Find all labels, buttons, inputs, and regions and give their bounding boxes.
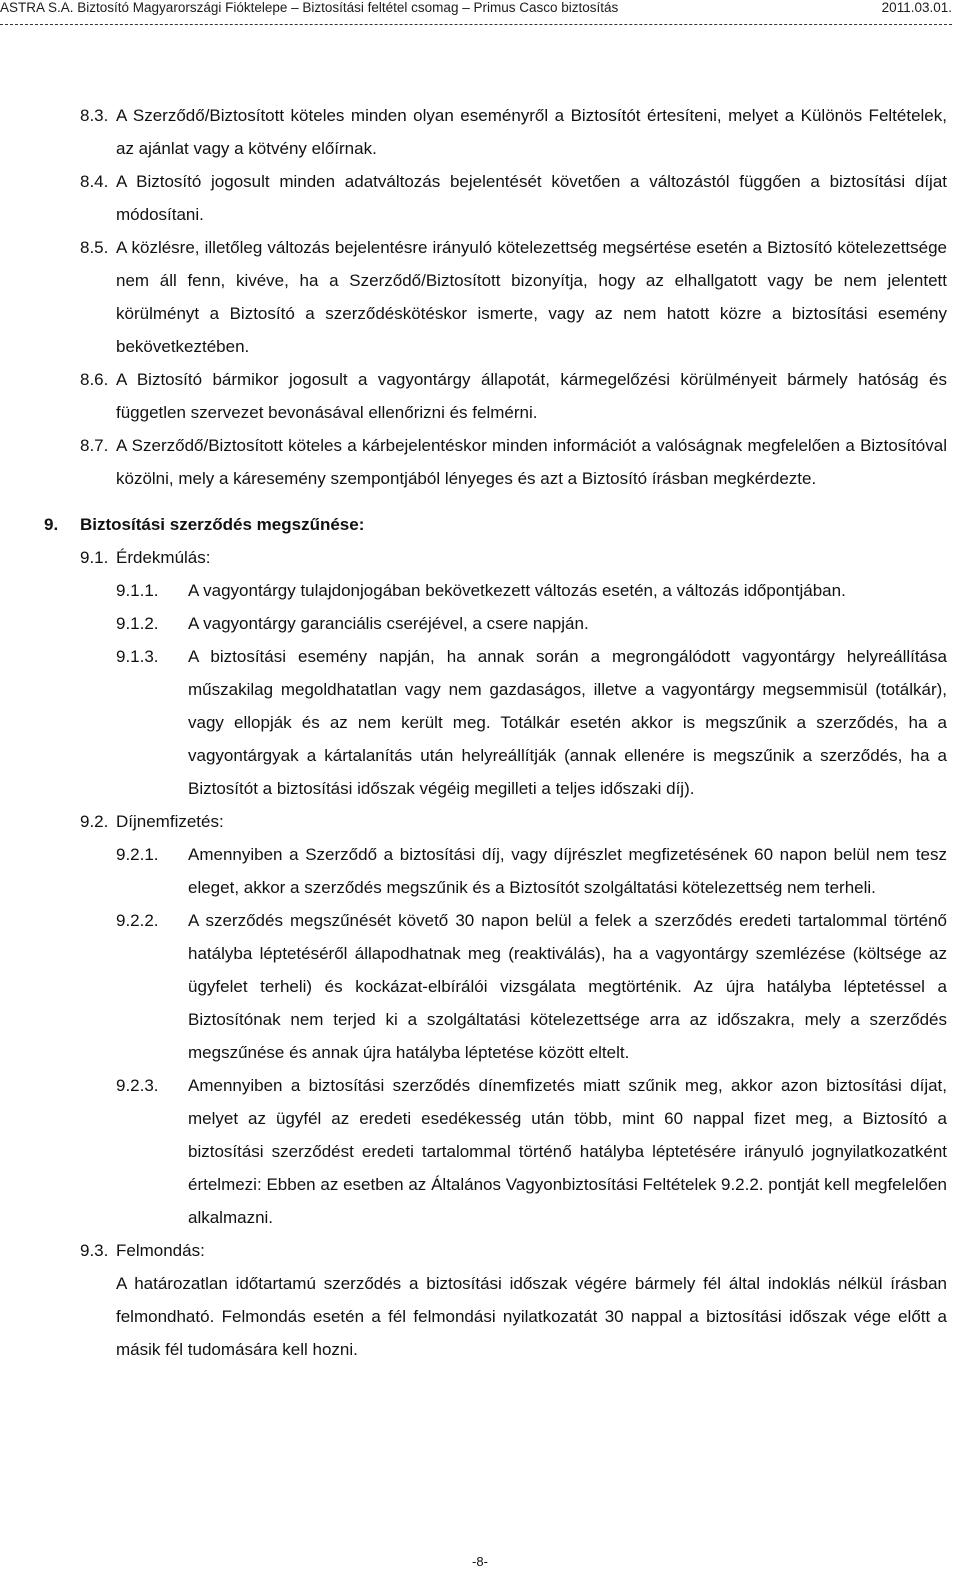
subsection-number: 9.2.	[80, 812, 109, 831]
clause-number: 8.3.	[80, 106, 109, 125]
clause-9-1-2	[116, 607, 947, 640]
clause-number: 9.1.2.	[116, 614, 159, 633]
header-title: ASTRA S.A. Biztosító Magyarországi Fióktelepe – Biztosítási feltétel csomag – Primus Casco biztosítás	[0, 0, 619, 15]
clause-8-6	[80, 363, 947, 429]
clause-number: 8.4.	[80, 172, 109, 191]
header-divider	[0, 24, 952, 25]
page-header	[0, 0, 960, 16]
subsection-9-1-heading	[80, 541, 947, 574]
clause-number: 9.1.1.	[116, 581, 159, 600]
clause-text: A vagyontárgy tulajdonjogában bekövetkezett változás esetén, a változás időpontjában.	[188, 581, 846, 600]
clause-9-3-text: A határozatlan időtartamú szerződés a biztosítási időszak végére bármely fél által indoklás nélkül írásban felmondható. Felmondás esetén a fél felmondási nyilatkozatát 30 nappal a biztosítási időszak vége előtt a másik fél tudomására kell hozni.	[116, 1274, 947, 1359]
clause-number: 9.2.1.	[116, 845, 159, 864]
section-title: Biztosítási szerződés megszűnése:	[80, 515, 365, 534]
clause-9-2-3	[116, 1069, 947, 1234]
subsection-title: Felmondás:	[116, 1241, 205, 1260]
subsection-title: Díjnemfizetés:	[116, 812, 224, 831]
clause-9-2-2	[116, 904, 947, 1069]
clause-9-2-1	[116, 838, 947, 904]
clause-number: 8.6.	[80, 370, 109, 389]
clause-number: 9.2.3.	[116, 1076, 159, 1095]
clause-9-1-3	[116, 640, 947, 805]
clause-text: Amennyiben a biztosítási szerződés dínemfizetés miatt szűnik meg, akkor azon biztosítási díjat, melyet az ügyfél az eredeti esedékesség után több, mint 60 nappal fizet meg, a Biztosító a biztosítási szerződést eredeti tartalommal történő hatályba léptetésére irányuló jognyilatkozatként értelmezi: Ebben az esetben az Általános Vagyonbiztosítási Feltételek 9.2.2. pontját kell megfelelően alkalmazni.	[188, 1076, 947, 1227]
clause-text: Amennyiben a Szerződő a biztosítási díj, vagy díjrészlet megfizetésének 60 napon belül nem tesz eleget, akkor a szerződés megszűnik és a Biztosítót szolgáltatási kötelezettség nem terheli.	[188, 845, 947, 897]
header-date: 2011.03.01.	[881, 0, 952, 15]
clause-text: A Szerződő/Biztosított köteles minden olyan eseményről a Biztosítót értesíteni, melyet a Különös Feltételek, az ajánlat vagy a kötvény előírnak.	[116, 106, 947, 158]
clause-text: A biztosítási esemény napján, ha annak során a megrongálódott vagyontárgy helyreállítása műszakilag megoldhatatlan vagy nem gazdaságos, illetve a vagyontárgy megsemmisül (totálkár), vagy ellopják és az nem került meg. Totálkár esetén akkor is megszűnik a szerződés, ha a vagyontárgyak a kártalanítás után helyreállítják (annak ellenére is megszűnik a szerződés, ha a Biztosítót a biztosítási időszak végéig megilleti a teljes időszaki díj).	[188, 647, 947, 798]
subsection-9-2-heading	[80, 805, 947, 838]
clause-8-3	[80, 99, 947, 165]
subsection-9-3-heading	[80, 1234, 947, 1267]
document-body	[44, 99, 947, 1366]
section-9-heading	[44, 508, 947, 541]
clause-number: 8.7.	[80, 436, 109, 455]
clause-9-1-1	[116, 574, 947, 607]
subsection-number: 9.3.	[80, 1241, 109, 1260]
clause-text: A Szerződő/Biztosított köteles a kárbejelentéskor minden információt a valóságnak megfelelően a Biztosítóval közölni, mely a káresemény szempontjából lényeges és azt a Biztosító írásban megkérdezte.	[116, 436, 947, 488]
subsection-number: 9.1.	[80, 548, 109, 567]
section-number: 9.	[44, 515, 59, 534]
clause-number: 8.5.	[80, 238, 109, 257]
clause-8-7	[80, 429, 947, 495]
clause-number: 9.2.2.	[116, 911, 159, 930]
clause-text: A közlésre, illetőleg változás bejelentésre irányuló kötelezettség megsértése esetén a Biztosító kötelezettsége nem áll fenn, kivéve, ha a Szerződő/Biztosított bizonyítja, hogy az elhallgatott vagy be nem jelentett körülményt a Biztosító a szerződéskötéskor ismerte, vagy az nem hatott közre a biztosítási esemény bekövetkeztében.	[116, 238, 947, 356]
subsection-title: Érdekmúlás:	[116, 548, 211, 567]
clause-8-4	[80, 165, 947, 231]
clause-text: A Biztosító bármikor jogosult a vagyontárgy állapotát, kármegelőzési körülményeit bármely hatóság és független szervezet bevonásával ellenőrizni és felmérni.	[116, 370, 947, 422]
clause-text: A vagyontárgy garanciális cseréjével, a csere napján.	[188, 614, 589, 633]
page-number: -8-	[472, 1554, 488, 1569]
clause-text: A Biztosító jogosult minden adatváltozás bejelentését követően a változástól függően a biztosítási díjat módosítani.	[116, 172, 947, 224]
clause-number: 9.1.3.	[116, 647, 159, 666]
clause-8-5	[80, 231, 947, 363]
clause-text: A szerződés megszűnését követő 30 napon belül a felek a szerződés eredeti tartalommal történő hatályba léptetéséről állapodhatnak meg (reaktiválás), ha a vagyontárgy szemlézése (költsége az ügyfelet terheli) és kockázat-elbírálói vizsgálata megtörténik. Az újra hatályba léptetéssel a Biztosítónak nem terjed ki a szolgáltatási kötelezettsége arra az időszakra, mely a szerződés megszűnése és annak újra hatályba léptetése között eltelt.	[188, 911, 947, 1062]
